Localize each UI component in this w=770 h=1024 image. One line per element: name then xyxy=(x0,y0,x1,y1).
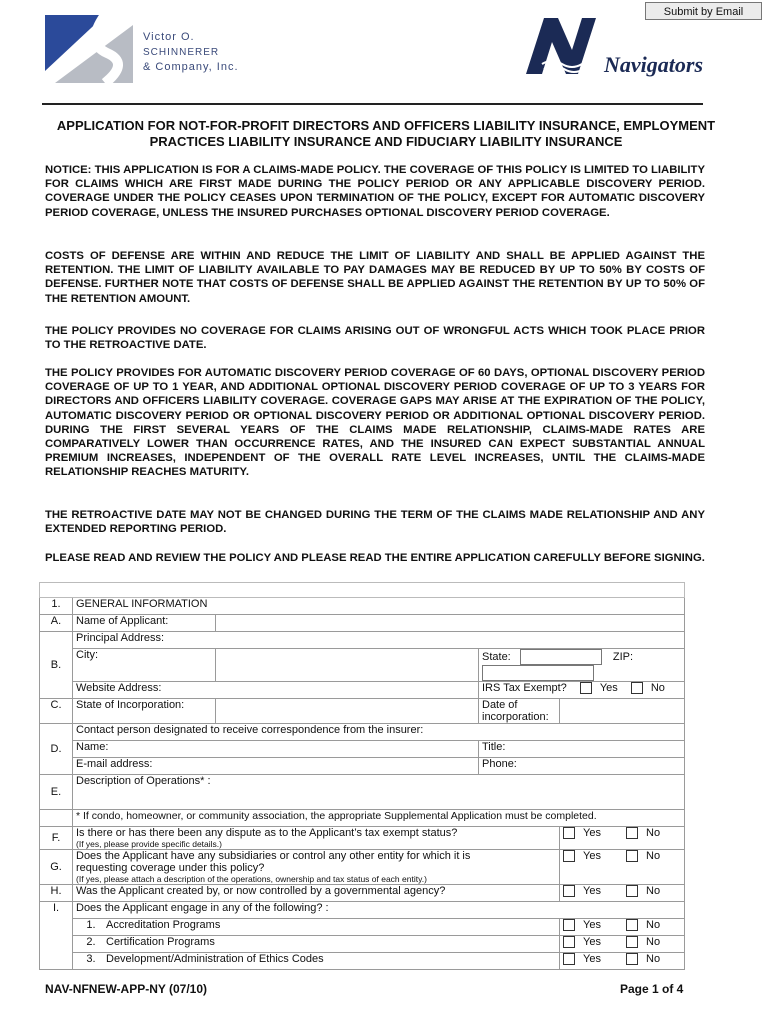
condo-note: * If condo, homeowner, or community association, the appropriate Supplemental Application must be completed. xyxy=(73,810,685,827)
question-f-answer xyxy=(560,827,685,850)
schinnerer-logo xyxy=(45,13,245,85)
question-i-3 xyxy=(73,953,560,970)
g-yes-checkbox[interactable] xyxy=(563,850,575,862)
question-f xyxy=(73,827,560,850)
logo-line2: SCHINNERER xyxy=(143,47,220,58)
irs-no-checkbox[interactable] xyxy=(631,682,643,694)
applicant-name-field[interactable] xyxy=(216,615,685,632)
row-num: E. xyxy=(40,775,73,810)
i3-yes-checkbox[interactable] xyxy=(563,953,575,965)
submit-by-email-button[interactable]: Submit by Email xyxy=(645,2,762,20)
email-label: E-mail address: xyxy=(76,758,153,770)
row-num: F. xyxy=(40,827,73,850)
f-yes-label: Yes xyxy=(583,827,601,839)
phone-label: Phone: xyxy=(482,758,517,770)
row-num: 1. xyxy=(40,598,73,615)
sub-label: Accreditation Programs xyxy=(106,919,221,931)
irs-no-label: No xyxy=(650,682,665,694)
email-field[interactable] xyxy=(73,758,479,775)
i2-no-label: No xyxy=(646,936,661,948)
state-incorporation-label: State of Incorporation: xyxy=(73,699,216,724)
question-h-label: Was the Applicant created by, or now controlled by a governmental agency? xyxy=(73,885,560,902)
sub-num: 3. xyxy=(86,953,96,965)
g-no-checkbox[interactable] xyxy=(626,850,638,862)
read-review-paragraph: PLEASE READ AND REVIEW THE POLICY AND PLEASE READ THE ENTIRE APPLICATION CAREFULLY BEFORE SIGNING. xyxy=(45,552,705,564)
i2-yes-label: Yes xyxy=(583,936,601,948)
row-num: H. xyxy=(40,885,73,902)
retroactive-paragraph: THE POLICY PROVIDES NO COVERAGE FOR CLAIMS ARISING OUT OF WRONGFUL ACTS WHICH TOOK PLACE PRIOR TO THE RETROACTIVE DATE. xyxy=(45,325,705,352)
irs-yes-label: Yes xyxy=(599,682,618,694)
i2-yes-checkbox[interactable] xyxy=(563,936,575,948)
row-num: B. xyxy=(40,632,73,699)
contact-person-label: Contact person designated to receive correspondence from the insurer: xyxy=(73,724,685,741)
form-code: NAV-NFNEW-APP-NY (07/10) xyxy=(45,982,208,996)
zip-field[interactable] xyxy=(482,665,594,681)
contact-name-field[interactable] xyxy=(73,741,479,758)
navigators-logo xyxy=(522,16,702,78)
sub-num: 1. xyxy=(86,919,96,931)
h-yes-checkbox[interactable] xyxy=(563,885,575,897)
f-no-label: No xyxy=(646,827,661,839)
irs-cell xyxy=(479,682,685,699)
operations-label: Description of Operations* : xyxy=(76,775,211,787)
navigators-name: Navigators xyxy=(604,52,703,77)
website-field[interactable] xyxy=(73,682,479,699)
irs-label: IRS Tax Exempt? xyxy=(482,682,567,694)
city-label: City: xyxy=(73,649,216,682)
sub-num: 2. xyxy=(86,936,96,948)
applicant-name-label: Name of Applicant: xyxy=(73,615,216,632)
row-num: G. xyxy=(40,850,73,885)
operations-field[interactable] xyxy=(73,775,685,810)
question-f-note: (If yes, please provide specific details.) xyxy=(76,839,222,849)
question-g-label1: Does the Applicant have any subsidiaries or control any other entity for which it is xyxy=(76,850,471,862)
sub-label: Development/Administration of Ethics Codes xyxy=(106,953,324,965)
i1-yes-checkbox[interactable] xyxy=(563,919,575,931)
row-num: I. xyxy=(40,902,73,970)
schinnerer-logo-mark-icon xyxy=(45,13,135,85)
date-incorporation-field[interactable] xyxy=(560,699,685,724)
logo-line3: & Company, Inc. xyxy=(143,61,239,73)
general-information-form xyxy=(39,582,685,970)
question-i-3-answer xyxy=(560,953,685,970)
contact-title-field[interactable] xyxy=(479,741,685,758)
form-header-row xyxy=(40,583,685,598)
zip-label: ZIP: xyxy=(612,650,634,663)
question-i-label: Does the Applicant engage in any of the following? : xyxy=(73,902,685,919)
question-i-2 xyxy=(73,936,560,953)
h-yes-label: Yes xyxy=(583,885,601,897)
i2-no-checkbox[interactable] xyxy=(626,936,638,948)
logo-line1: Victor O. xyxy=(143,31,195,43)
question-i-1-answer xyxy=(560,919,685,936)
contact-title-label: Title: xyxy=(482,741,506,753)
i1-no-label: No xyxy=(646,919,661,931)
row-num: C. xyxy=(40,699,73,724)
i1-yes-label: Yes xyxy=(583,919,601,931)
phone-field[interactable] xyxy=(479,758,685,775)
i3-no-checkbox[interactable] xyxy=(626,953,638,965)
defense-costs-paragraph: COSTS OF DEFENSE ARE WITHIN AND REDUCE THE LIMIT OF LIABILITY AND SHALL BE APPLIED AGAINST THE RETENTION. THE LIMIT OF LIABILITY AVAILABLE TO PAY DAMAGES MAY BE REDUCED BY UP TO 50% BY COSTS OF DEFENSE. FURTHER NOTE THAT COSTS OF DEFENSE SHALL BE APPLIED AGAINST THE RETENTION BY UP TO 50% OF THE RETENTION AMOUNT. xyxy=(45,250,705,305)
application-title: APPLICATION FOR NOT-FOR-PROFIT DIRECTORS AND OFFICERS LIABILITY INSURANCE, EMPLOYMENT PRACTICES LIABILITY INSURANCE AND FIDUCIARY LIABILITY INSURANCE xyxy=(56,118,716,149)
question-g-label2: requesting coverage under this policy? xyxy=(76,862,265,874)
question-g-answer xyxy=(560,850,685,885)
h-no-checkbox[interactable] xyxy=(626,885,638,897)
website-label: Website Address: xyxy=(76,682,162,694)
notice-paragraph: NOTICE: THIS APPLICATION IS FOR A CLAIMS-MADE POLICY. THE COVERAGE OF THIS POLICY IS LIMITED TO LIABILITY FOR CLAIMS WHICH ARE FIRST MADE DURING THE POLICY PERIOD OR ANY APPLICABLE DISCOVERY PERIOD. COVERAGE UNDER THE POLICY CEASES UPON TERMINATION OF THE POLICY, EXCEPT FOR AUTOMATIC DISCOVERY PERIOD COVERAGE, UNLESS THE INSURED PURCHASES OPTIONAL DISCOVERY PERIOD COVERAGE. xyxy=(45,164,705,219)
city-field[interactable] xyxy=(216,649,479,682)
question-g xyxy=(73,850,560,885)
page-number: Page 1 of 4 xyxy=(620,982,684,996)
question-f-label: Is there or has there been any dispute as to the Applicant’s tax exempt status? xyxy=(76,827,458,839)
row-num: A. xyxy=(40,615,73,632)
row-num-empty xyxy=(40,810,73,827)
header-rule xyxy=(42,103,703,105)
f-yes-checkbox[interactable] xyxy=(563,827,575,839)
question-i-2-answer xyxy=(560,936,685,953)
f-no-checkbox[interactable] xyxy=(626,827,638,839)
i1-no-checkbox[interactable] xyxy=(626,919,638,931)
contact-name-label: Name: xyxy=(76,741,109,753)
question-h-answer xyxy=(560,885,685,902)
row-num: D. xyxy=(40,724,73,775)
section-heading: GENERAL INFORMATION xyxy=(73,598,685,615)
i3-yes-label: Yes xyxy=(583,953,601,965)
retroactive-change-paragraph: THE RETROACTIVE DATE MAY NOT BE CHANGED DURING THE TERM OF THE CLAIMS MADE RELATIONSHIP AND ANY EXTENDED REPORTING PERIOD. xyxy=(45,509,705,536)
sub-label: Certification Programs xyxy=(106,936,215,948)
state-incorporation-field[interactable] xyxy=(216,699,479,724)
discovery-period-paragraph: THE POLICY PROVIDES FOR AUTOMATIC DISCOVERY PERIOD COVERAGE OF 60 DAYS, OPTIONAL DISCOVERY PERIOD COVERAGE OF UP TO 1 YEAR, AND ADDITIONAL OPTIONAL DISCOVERY PERIOD COVERAGE OF UP TO 3 YEARS FOR DIRECTORS AND OFFICERS LIABILITY COVERAGE. COVERAGE GAPS MAY ARISE AT THE EXPIRATION OF THE POLICY, AUTOMATIC DISCOVERY PERIOD OR OPTIONAL DISCOVERY PERIOD OR ADDITIONAL OPTIONAL DISCOVERY PERIOD. DURING THE FIRST SEVERAL YEARS OF THE CLAIMS MADE RELATIONSHIP, CLAIMS-MADE RATES ARE COMPARATIVELY LOWER THAN OCCURRENCE RATES, AND THE INSURED CAN EXPECT SUBSTANTIAL ANNUAL PREMIUM INCREASES, INDEPENDENT OF THE OVERALL RATE LEVEL INCREASES, UNTIL THE CLAIMS-MADE RELATIONSHIP REACHES MATURITY. xyxy=(45,367,705,479)
h-no-label: No xyxy=(646,885,661,897)
g-yes-label: Yes xyxy=(583,850,601,862)
question-g-note: (If yes, please attach a description of the operations, ownership and tax status of each entity.) xyxy=(76,874,427,884)
state-field[interactable] xyxy=(520,649,602,665)
irs-yes-checkbox[interactable] xyxy=(580,682,592,694)
principal-address-label: Principal Address: xyxy=(76,632,165,644)
question-i-1 xyxy=(73,919,560,936)
navigators-n-icon xyxy=(522,16,602,78)
state-label: State: xyxy=(482,650,511,663)
i3-no-label: No xyxy=(646,953,661,965)
date-incorporation-label: Date of incorporation: xyxy=(479,699,560,724)
principal-address-field[interactable] xyxy=(73,632,685,649)
g-no-label: No xyxy=(646,850,661,862)
state-zip-cell xyxy=(479,649,685,682)
